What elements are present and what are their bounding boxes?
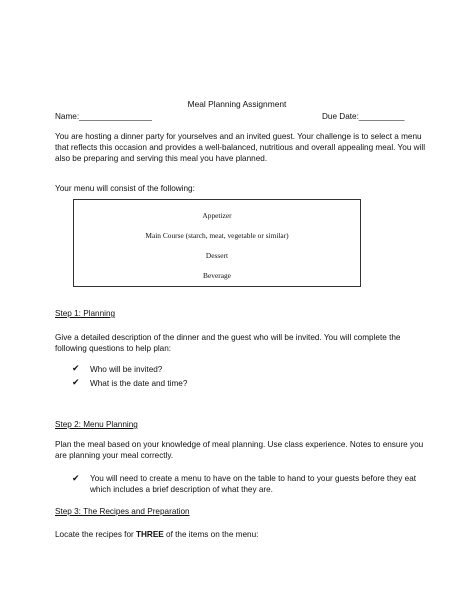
- step-1-bullet-2: What is the date and time?: [90, 379, 188, 388]
- document-title: Meal Planning Assignment: [187, 99, 287, 109]
- menu-components-box: [73, 199, 361, 287]
- checkmark-icon: ✔: [72, 363, 80, 373]
- intro-paragraph: You are hosting a dinner party for yourselves and an invited guest. Your challenge is to select a menu that reflects this occasion and provides a well-balanced, nutritious and overall appealing meal. You will also be preparing and serving this meal you have planned.: [55, 132, 426, 163]
- name-field-label: Name:________________: [55, 112, 152, 121]
- menu-item-main-course: Main Course (starch, meat, vegetable or similar): [145, 231, 289, 240]
- step-1-heading: Step 1: Planning: [55, 309, 116, 318]
- menu-item-beverage: Beverage: [203, 271, 231, 280]
- step-2-bullet-1: You will need to create a menu to have on the table to hand to your guests before they eat which includes a brief description of what they are.: [90, 474, 417, 494]
- step-2-description: Plan the meal based on your knowledge of meal planning. Use class experience. Notes to ensure you are planning your meal correctly.: [55, 440, 424, 460]
- step-1-bullet-1: Who will be invited?: [90, 365, 163, 374]
- step-3-description-start: Locate the recipes for: [55, 530, 137, 539]
- menu-item-dessert: Dessert: [205, 251, 229, 260]
- checkmark-icon: ✔: [72, 377, 80, 387]
- menu-intro-text: Your menu will consist of the following:: [55, 184, 195, 193]
- step-3-description-end: of the items on the menu:: [163, 530, 259, 539]
- step-3-heading: Step 3: The Recipes and Preparation: [55, 507, 190, 516]
- step-3-description-emphasis: THREE: [136, 530, 164, 539]
- step-1-description: Give a detailed description of the dinner and the guest who will be invited. You will complete the following questions to help plan:: [55, 333, 401, 353]
- menu-item-appetizer: Appetizer: [202, 211, 232, 220]
- step-2-heading: Step 2: Menu Planning: [55, 420, 138, 429]
- checkmark-icon: ✔: [72, 473, 80, 483]
- step-3-description: [55, 529, 258, 540]
- due-date-field-label: Due Date:__________: [322, 112, 405, 121]
